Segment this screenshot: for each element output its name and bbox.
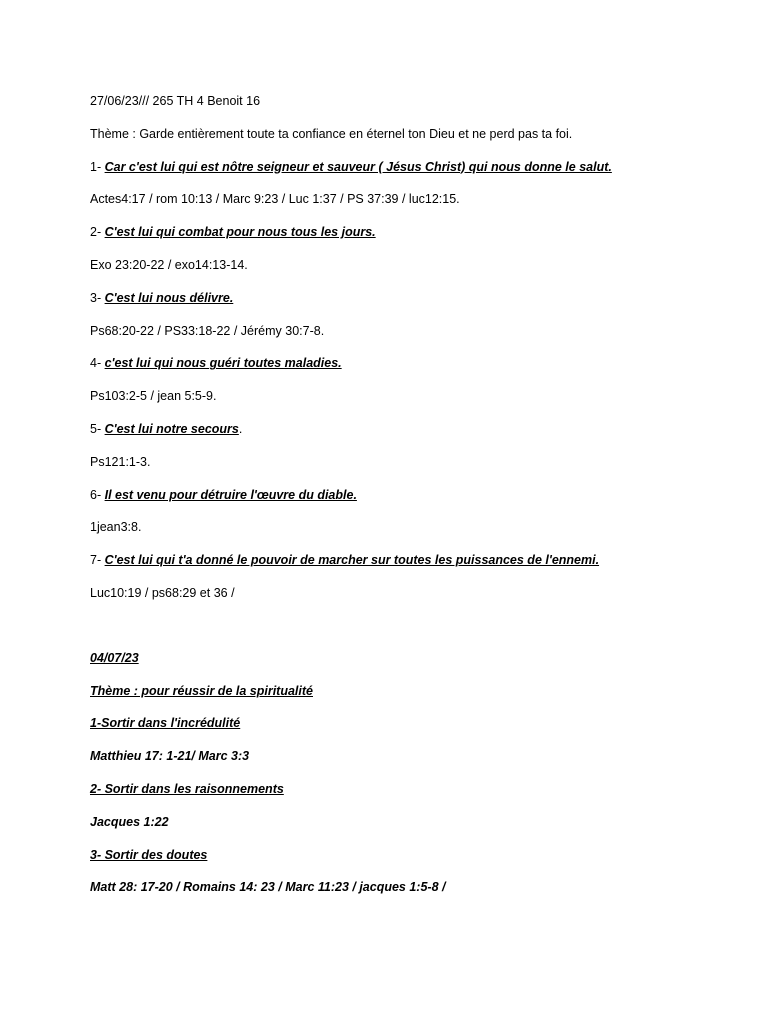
point-number: 3- <box>90 290 105 305</box>
point-title: C'est lui qui combat pour nous tous les jours. <box>104 225 376 240</box>
point-title: 2- Sortir dans les raisonnements <box>90 781 284 796</box>
point-references: Matthieu 17: 1-21/ Marc 3:3 <box>90 749 250 764</box>
point-heading <box>90 355 710 371</box>
point-title: 1-Sortir dans l'incrédulité <box>90 716 241 731</box>
point-references: 1jean3:8. <box>90 520 142 535</box>
point-title: Il est venu pour détruire l'œuvre du diable. <box>104 487 357 502</box>
point-references: Ps103:2-5 / jean 5:5-9. <box>90 389 217 404</box>
point-title: 3- Sortir des doutes <box>90 847 208 862</box>
point-number: 7- <box>90 553 105 568</box>
point-suffix: . <box>238 421 243 436</box>
point-heading <box>90 224 710 240</box>
point-heading <box>90 781 710 797</box>
point-references: Actes4:17 / rom 10:13 / Marc 9:23 / Luc 1:37 / PS 37:39 / luc12:15. <box>90 192 460 207</box>
point-references: Matt 28: 17-20 / Romains 14: 23 / Marc 11:23 / jacques 1:5-8 / <box>90 880 446 895</box>
point-references: Ps68:20-22 / PS33:18-22 / Jérémy 30:7-8. <box>90 323 325 338</box>
entry-date <box>90 650 710 666</box>
point-title: C'est lui qui t'a donné le pouvoir de marcher sur toutes les puissances de l'ennemi. <box>104 553 600 568</box>
point-references: Exo 23:20-22 / exo14:13-14. <box>90 257 248 272</box>
point-heading <box>90 847 710 863</box>
point-title: c'est lui qui nous guéri toutes maladies. <box>104 356 342 371</box>
point-heading <box>90 421 710 437</box>
point-number: 2- <box>90 225 105 240</box>
point-heading <box>90 715 710 731</box>
point-title: Car c'est lui qui est nôtre seigneur et sauveur ( Jésus Christ) qui nous donne le salut. <box>104 159 612 174</box>
point-number: 6- <box>90 487 105 502</box>
document-body <box>90 93 710 912</box>
point-heading <box>90 552 710 568</box>
point-heading <box>90 290 710 306</box>
point-number: 1- <box>90 159 105 174</box>
entry-date-text: 04/07/23 <box>90 650 139 665</box>
point-references: Luc10:19 / ps68:29 et 36 / <box>90 585 235 600</box>
point-number: 5- <box>90 421 105 436</box>
point-number: 4- <box>90 356 105 371</box>
blank-line <box>90 618 710 650</box>
point-heading <box>90 487 710 503</box>
entry-header: 27/06/23/// 265 TH 4 Benoit 16 <box>90 94 261 108</box>
point-title: C'est lui notre secours <box>104 421 239 436</box>
theme-line: Thème : Garde entièrement toute ta confiance en éternel ton Dieu et ne perd pas ta foi. <box>90 126 573 141</box>
theme-text: Thème : pour réussir de la spiritualité <box>90 683 313 698</box>
point-references: Ps121:1-3. <box>90 454 151 469</box>
point-references: Jacques 1:22 <box>90 814 169 829</box>
theme-line <box>90 683 710 699</box>
point-heading <box>90 159 710 175</box>
point-title: C'est lui nous délivre. <box>104 290 234 305</box>
